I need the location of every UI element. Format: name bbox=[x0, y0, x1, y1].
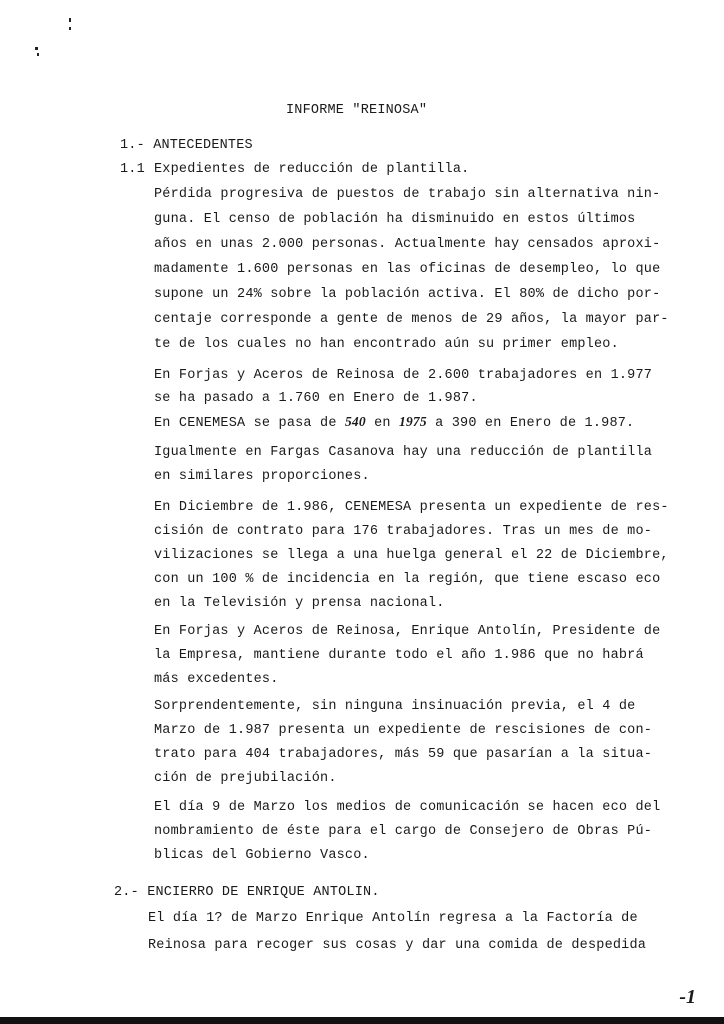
paragraph-line: ción de prejubilación. bbox=[154, 771, 337, 786]
text-fragment: en bbox=[365, 416, 400, 431]
paragraph-line: se ha pasado a 1.760 en Enero de 1.987. bbox=[154, 391, 478, 406]
paragraph-line: madamente 1.600 personas en las oficinas de desempleo, lo que bbox=[154, 262, 661, 277]
paragraph-line: vilizaciones se llega a una huelga general el 22 de Diciembre, bbox=[154, 548, 669, 563]
paragraph-line: En Forjas y Aceros de Reinosa de 2.600 trabajadores en 1.977 bbox=[154, 368, 653, 383]
paragraph-line: en la Televisión y prensa nacional. bbox=[154, 596, 445, 611]
handwritten-value: 540 bbox=[344, 414, 366, 429]
paragraph-line: con un 100 % de incidencia en la región, que tiene escaso eco bbox=[154, 572, 661, 587]
subsection-heading: Expedientes de reducción de plantilla. bbox=[154, 162, 470, 177]
paragraph-line: Pérdida progresiva de puestos de trabajo sin alternativa nin- bbox=[154, 187, 661, 202]
paragraph-line: Igualmente en Fargas Casanova hay una reducción de plantilla bbox=[154, 445, 653, 460]
paragraph-line: trato para 404 trabajadores, más 59 que pasarían a la situa- bbox=[154, 747, 653, 762]
text-fragment: a 390 en Enero de 1.987. bbox=[426, 416, 635, 431]
paragraph-line: El día 1? de Marzo Enrique Antolín regresa a la Factoría de bbox=[148, 911, 638, 926]
section-1-heading: 1.- ANTECEDENTES bbox=[120, 138, 253, 153]
subsection-number: 1.1 bbox=[120, 162, 145, 177]
paragraph-line: En Diciembre de 1.986, CENEMESA presenta un expediente de res- bbox=[154, 500, 669, 515]
paragraph-line: En Forjas y Aceros de Reinosa, Enrique Antolín, Presidente de bbox=[154, 624, 661, 639]
paragraph-line: años en unas 2.000 personas. Actualmente hay censados aproxi- bbox=[154, 237, 661, 252]
paragraph-line: El día 9 de Marzo los medios de comunicación se hacen eco del bbox=[154, 800, 661, 815]
scan-speck bbox=[69, 27, 71, 30]
section-2-heading: 2.- ENCIERRO DE ENRIQUE ANTOLIN. bbox=[114, 885, 380, 900]
paragraph-line: Marzo de 1.987 presenta un expediente de rescisiones de con- bbox=[154, 723, 653, 738]
paragraph-line: en similares proporciones. bbox=[154, 469, 370, 484]
document-title: INFORME "REINOSA" bbox=[286, 103, 428, 118]
paragraph-line: Sorprendentemente, sin ninguna insinuación previa, el 4 de bbox=[154, 699, 636, 714]
scan-edge bbox=[0, 1017, 724, 1024]
scan-speck bbox=[37, 53, 39, 56]
paragraph-line: nombramiento de éste para el cargo de Consejero de Obras Pú- bbox=[154, 824, 653, 839]
scan-speck bbox=[69, 18, 71, 22]
scan-speck bbox=[35, 47, 38, 50]
paragraph-line: centaje corresponde a gente de menos de 29 años, la mayor par- bbox=[154, 312, 669, 327]
paragraph-line: te de los cuales no han encontrado aún su primer empleo. bbox=[154, 337, 619, 352]
paragraph-line: blicas del Gobierno Vasco. bbox=[154, 848, 370, 863]
paragraph-line: cisión de contrato para 176 trabajadores. Tras un mes de mo- bbox=[154, 524, 653, 539]
paragraph-line: Reinosa para recoger sus cosas y dar una comida de despedida bbox=[148, 938, 647, 953]
handwritten-year: 1975 bbox=[399, 414, 427, 429]
paragraph-line: supone un 24% sobre la población activa. El 80% de dicho por- bbox=[154, 287, 661, 302]
paragraph-line: más excedentes. bbox=[154, 672, 279, 687]
text-fragment: En CENEMESA se pasa de bbox=[154, 416, 345, 431]
paragraph-line: guna. El censo de población ha disminuido en estos últimos bbox=[154, 212, 636, 227]
paragraph-line bbox=[154, 414, 634, 431]
paragraph-line: la Empresa, mantiene durante todo el año 1.986 que no habrá bbox=[154, 648, 644, 663]
page-number: -1 bbox=[679, 986, 696, 1008]
